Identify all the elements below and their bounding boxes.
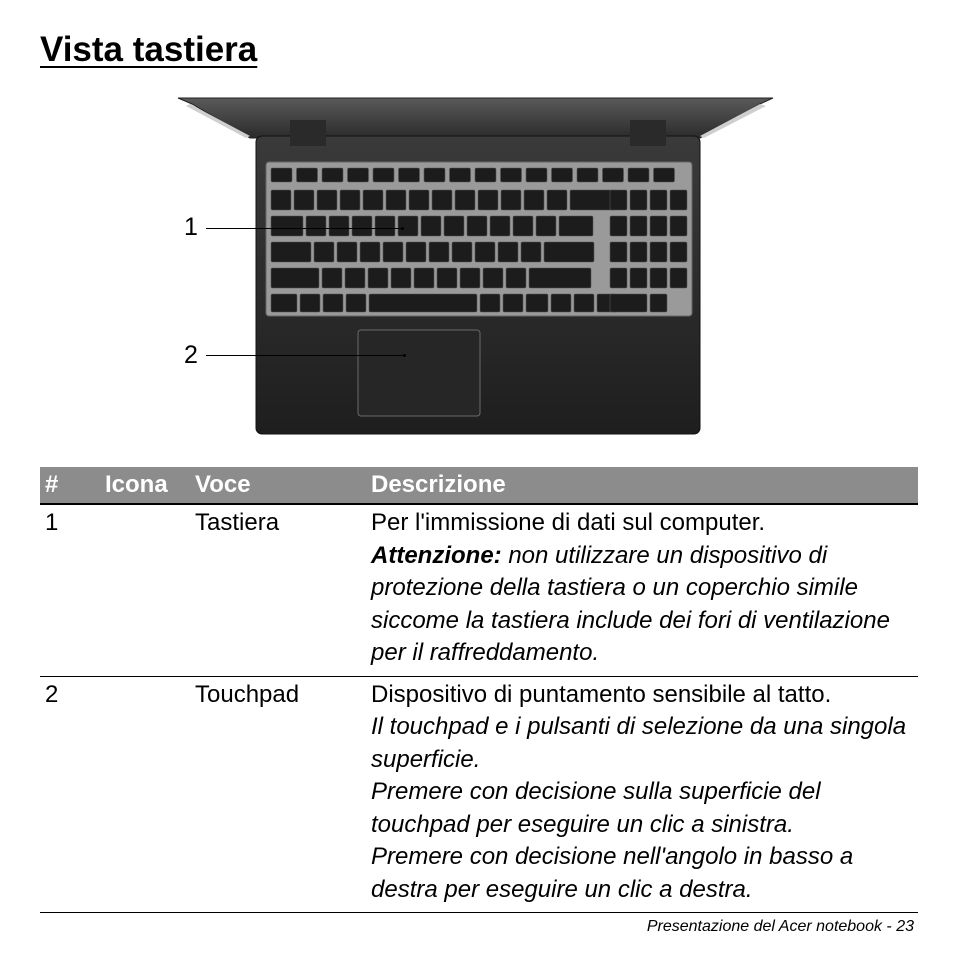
row-description — [371, 676, 918, 913]
warning-note — [371, 540, 918, 670]
row-number: 1 — [40, 504, 105, 676]
row-item: Touchpad — [195, 676, 371, 913]
callout-line-touchpad — [206, 355, 404, 356]
row-icon — [105, 504, 195, 676]
component-table — [40, 467, 918, 913]
callout-dot-touchpad — [403, 354, 406, 357]
table-row — [40, 676, 918, 913]
laptop-keyboard-icon — [170, 90, 780, 440]
description-text: Per l'immissione di dati sul computer. — [371, 509, 766, 536]
callout-line-keyboard — [206, 228, 402, 229]
callout-touchpad: 2 — [184, 341, 198, 369]
row-number: 2 — [40, 676, 105, 913]
page-title: Vista tastiera — [40, 30, 258, 69]
header-description: Descrizione — [371, 467, 918, 504]
row-description — [371, 504, 918, 676]
header-number: # — [40, 467, 105, 504]
description-italic-2: Premere con decisione sulla superficie del touchpad per eseguire un clic a sinistra. — [371, 778, 821, 838]
table-header-row — [40, 467, 918, 504]
row-item: Tastiera — [195, 504, 371, 676]
description-italic-3: Premere con decisione nell'angolo in basso a destra per eseguire un clic a destra. — [371, 843, 854, 903]
table-row — [40, 504, 918, 676]
description-italic-1: Il touchpad e i pulsanti di selezione da una singola superficie. — [371, 713, 907, 773]
warning-label: Attenzione: — [371, 541, 502, 569]
header-item: Voce — [195, 467, 371, 504]
page-footer: Presentazione del Acer notebook - 23 — [646, 918, 914, 935]
row-icon — [105, 676, 195, 913]
description-text: Dispositivo di puntamento sensibile al tatto. — [371, 680, 832, 708]
warning-text: non utilizzare un dispositivo di protezione della tastiera o un coperchio simile siccome la tastiera include dei fori di ventilazione per il raffreddamento. — [371, 541, 890, 666]
laptop-top-view-illustration — [170, 90, 780, 440]
callout-dot-keyboard — [401, 227, 404, 230]
header-icon: Icona — [105, 467, 195, 504]
callout-keyboard: 1 — [184, 213, 198, 241]
